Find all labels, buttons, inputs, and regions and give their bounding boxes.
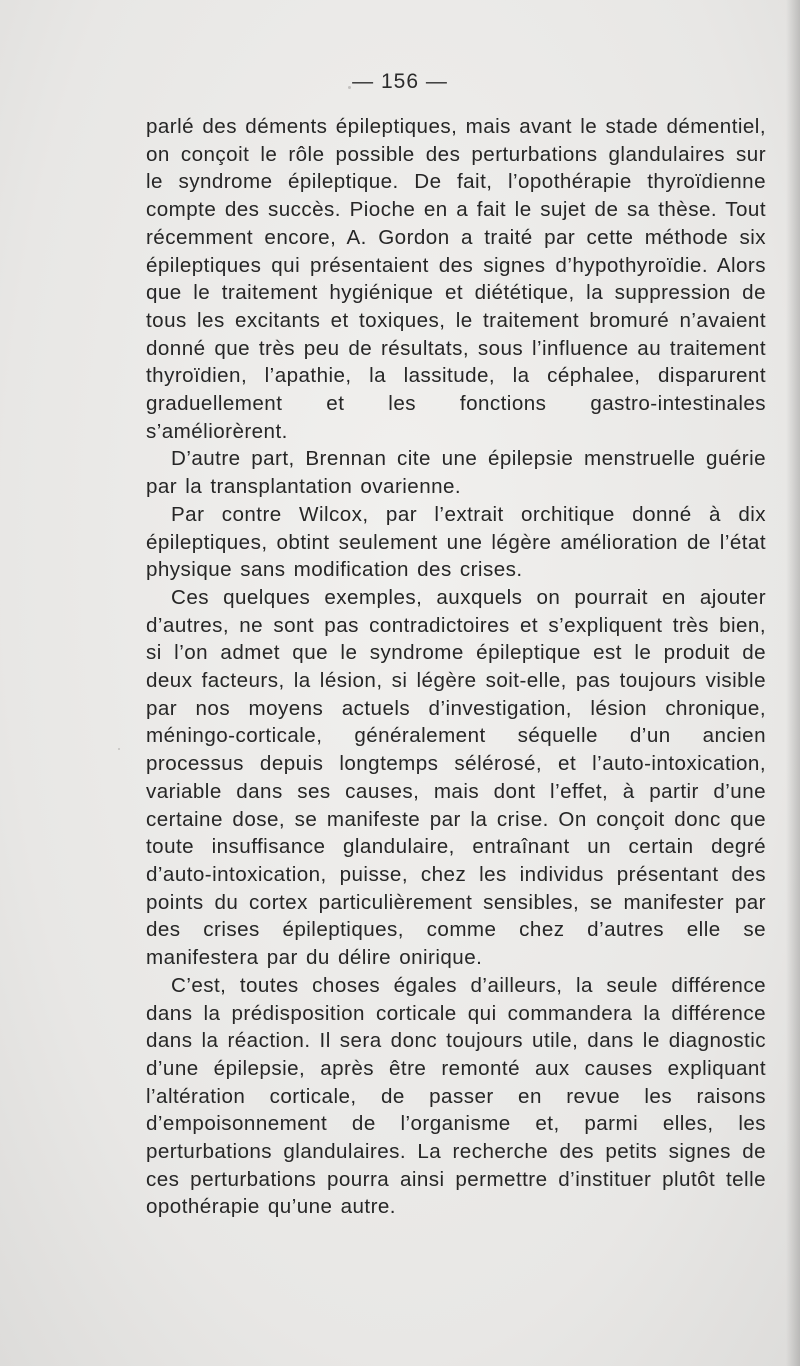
paragraph: C’est, toutes choses égales d’ailleurs, la seule différence dans la prédisposition corticale qui commandera la différence dans la réaction. Il sera donc toujours utile, dans le diagnostic d’une épilepsie, après être remonté aux causes expliquant l’altération corticale, de passer en revue les raisons d’empoisonnement de l’organisme et, parmi elles, les perturbations glandulaires. La recherche des petits signes de ces perturbations pourra ainsi permettre d’instituer plutôt telle opothérapie qu’une autre.: [146, 973, 766, 1219]
paragraph: D’autre part, Brennan cite une épilepsie menstruelle guérie par la transplantation ovarienne.: [146, 447, 766, 499]
paragraph: parlé des déments épileptiques, mais avant le stade démentiel, on conçoit le rôle possible des perturbations glandulaires sur le syndrome épileptique. De fait, l’opothérapie thyroïdienne compte des succès. Pioche en a fait le sujet de sa thèse. Tout récemment encore, A. Gordon a traité par cette méthode six épileptiques qui présentaient des signes d’hypothyroïdie. Alors que le traitement hygiénique et diététique, la suppression de tous les excitants et toxiques, le traitement bromuré n’avaient donné que très peu de résultats, sous l’influence au traitement thyroïdien, l’apathie, la lassitude, la céphalee, disparurent graduellement et les fonctions gastro-intestinales s’améliorèrent.: [146, 115, 766, 443]
page-edge-shadow: [786, 0, 800, 1366]
body-text: [146, 113, 766, 1221]
paragraph: Ces quelques exemples, auxquels on pourrait en ajouter d’autres, ne sont pas contradictoires et s’expliquent très bien, si l’on admet que le syndrome épileptique est le produit de deux facteurs, la lésion, si légère soit-elle, pas toujours visible par nos moyens actuels d’investigation, lésion chronique, méningo-corticale, généralement séquelle d’un ancien processus depuis longtemps sélérosé, et l’auto-intoxication, variable dans ses causes, mais dont l’effet, à partir d’une certaine dose, se manifeste par la crise. On conçoit donc que toute insuffisance glandulaire, entraînant un certain degré d’auto-intoxication, puisse, chez les individus présentant des points du cortex particulièrement sensibles, se manifester par des crises épileptiques, comme chez d’autres elle se manifestera par du délire onirique.: [146, 585, 766, 970]
page-number: — 156 —: [352, 70, 448, 93]
paper-speck: [118, 748, 120, 750]
paragraph: Par contre Wilcox, par l’extrait orchitique donné à dix épileptiques, obtint seulement une légère amélioration de l’état physique sans modification des crises.: [146, 502, 766, 582]
